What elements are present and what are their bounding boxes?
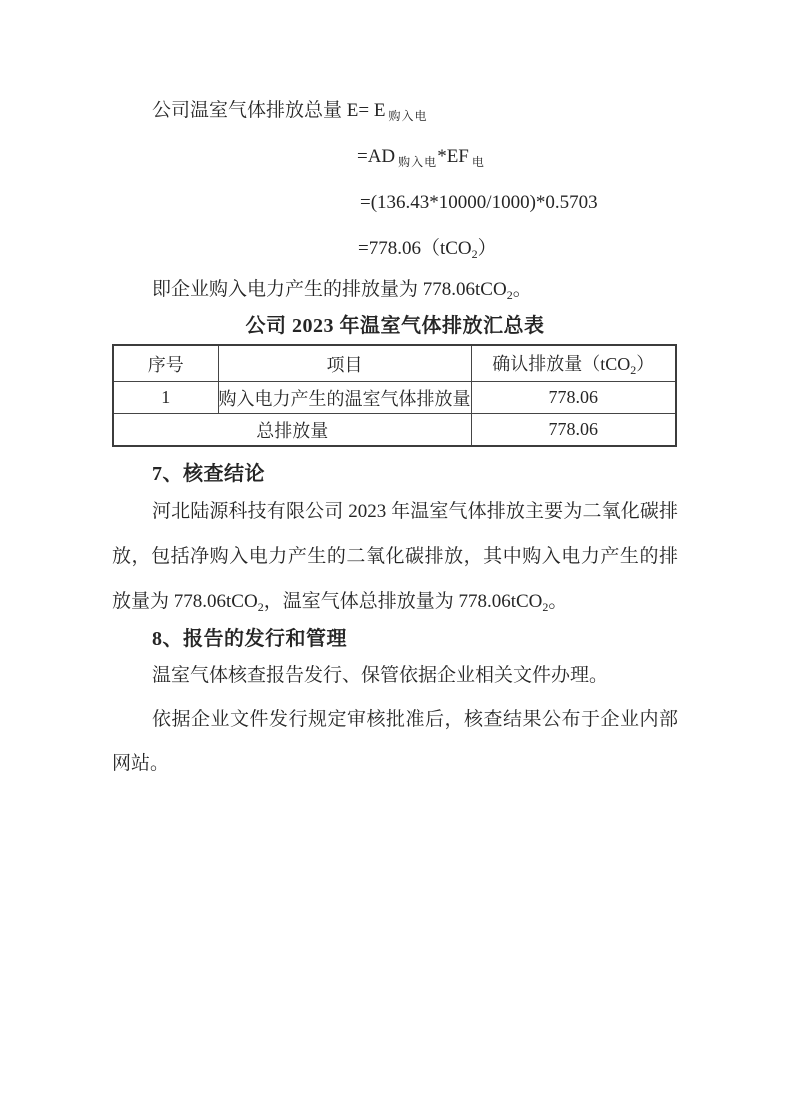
table-header-value — [471, 345, 676, 382]
formula-line4-part1: =778.06（tCO — [358, 238, 472, 259]
section8-paragraph2-line1: 依据企业文件发行规定审核批准后，核查结果公布于企业内部 — [152, 709, 678, 730]
section8-paragraph1: 温室气体核查报告发行、保管依据企业相关文件办理。 — [152, 665, 609, 686]
table-total-label: 总排放量 — [113, 414, 471, 447]
formula-line2-part1: =AD — [357, 146, 396, 167]
formula-calculation — [112, 180, 678, 226]
section7-heading: 7、核查结论 — [152, 463, 265, 485]
formula-line2-part2: *EF — [437, 146, 469, 167]
formula-line1-text: 公司温室气体排放总量 E= E — [152, 100, 386, 121]
purchased-power-emission-note — [112, 272, 678, 308]
table-header-row — [113, 345, 676, 382]
table-header-value-subscript: 2 — [630, 362, 637, 377]
table-total-value: 778.06 — [471, 414, 676, 447]
formula-line3-text: =(136.43*10000/1000)*0.5703 — [360, 192, 598, 213]
table-cell-no: 1 — [113, 382, 218, 414]
note-part2: 。 — [512, 279, 532, 300]
section7-line3-subscript1: 2 — [257, 600, 264, 614]
table-header-item: 项目 — [218, 345, 471, 382]
formula-total-emission — [112, 88, 678, 134]
formula-line1-subscript: 购入电 — [388, 109, 428, 123]
section7-line1: 河北陆源科技有限公司 2023 年温室气体排放主要为二氧化碳排 — [152, 501, 678, 522]
section7-line3-part2: ，温室气体总排放量为 778.06tCO — [263, 591, 543, 612]
table-header-value-part2: ） — [636, 353, 655, 374]
section8-heading: 8、报告的发行和管理 — [152, 628, 347, 650]
formula-result — [112, 226, 678, 272]
section7-line3-part1: 放量为 778.06tCO — [112, 591, 258, 612]
formula-line4-subscript: 2 — [471, 247, 478, 261]
section7-line3-part3: 。 — [548, 591, 568, 612]
note-part1: 即企业购入电力产生的排放量为 778.06tCO — [152, 279, 507, 300]
section8-paragraph2 — [112, 698, 678, 786]
table-cell-item: 购入电力产生的温室气体排放量 — [218, 382, 471, 414]
note-subscript: 2 — [506, 288, 513, 302]
table-title: 公司 2023 年温室气体排放汇总表 — [245, 315, 545, 337]
formula-line4-part2: ） — [477, 238, 497, 259]
table-row — [113, 382, 676, 414]
table-total-row — [113, 414, 676, 447]
section7-line3-subscript2: 2 — [542, 600, 549, 614]
section7-line3 — [112, 579, 678, 624]
formula-line2-subscript1: 购入电 — [398, 155, 438, 169]
table-cell-value: 778.06 — [471, 382, 676, 414]
table-header-value-part1: 确认排放量（tCO — [492, 353, 631, 374]
section7-paragraph — [112, 489, 678, 624]
formula-activity-data — [112, 134, 678, 180]
table-header-no: 序号 — [113, 345, 218, 382]
section7-line2: 放，包括净购入电力产生的二氧化碳排放，其中购入电力产生的排 — [112, 546, 678, 567]
section8-paragraph2-line2: 网站。 — [112, 753, 170, 774]
emission-summary-table — [112, 344, 677, 447]
formula-line2-subscript2: 电 — [471, 155, 485, 169]
